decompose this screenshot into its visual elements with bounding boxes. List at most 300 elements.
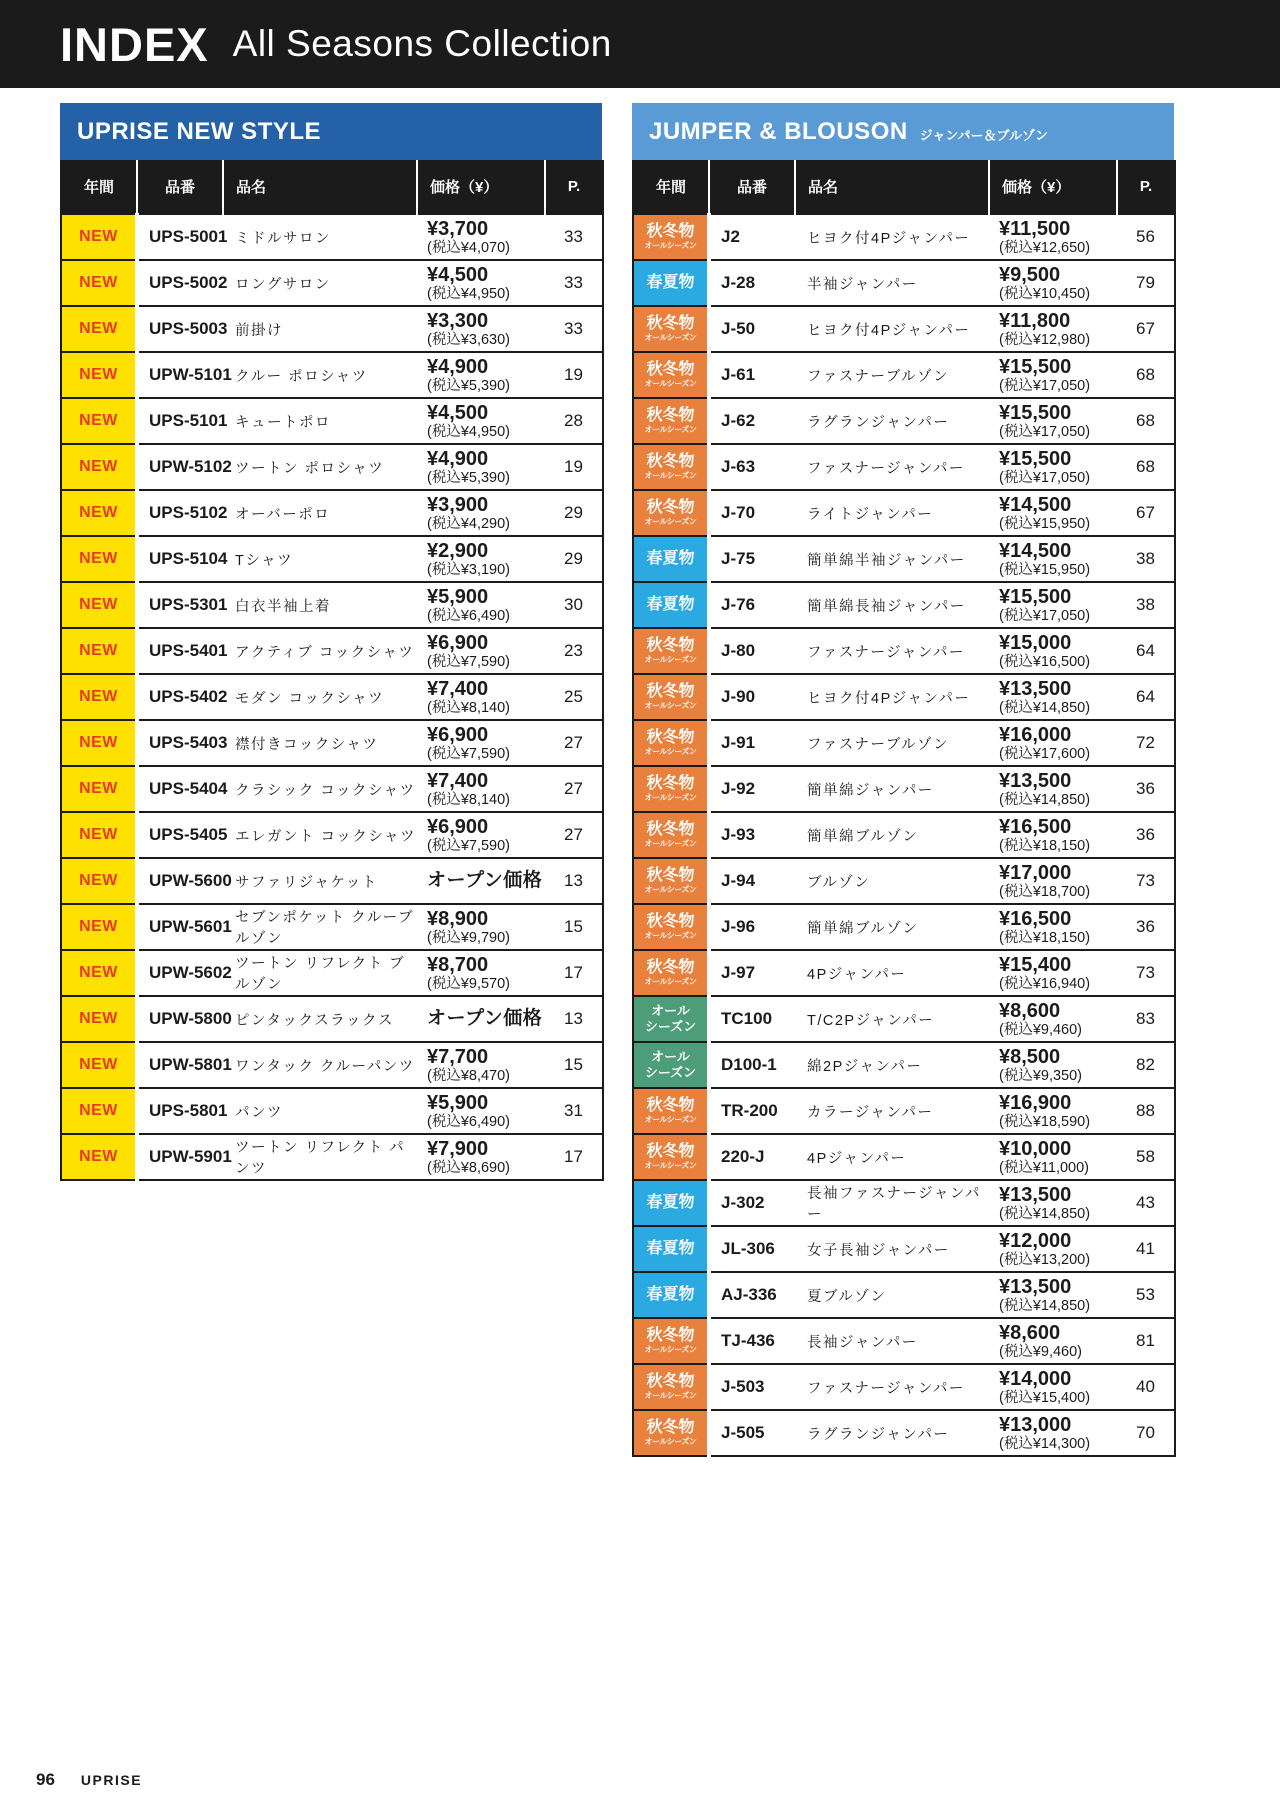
season-badge-sublabel: オールシーズン [644,1391,697,1401]
table-row [61,536,603,582]
price: ¥15,500 [999,355,1072,378]
product-name: パンツ [235,1104,283,1121]
price-cell [417,306,545,352]
price-cell [989,352,1117,398]
footer-page-number: 96 [36,1770,55,1789]
page-number: 88 [1136,1101,1155,1120]
season-badge-sublabel: オールシーズン [644,701,697,711]
season-badge [61,1134,137,1180]
price: ¥7,900 [427,1137,489,1160]
season-badge [633,444,709,490]
price: ¥15,500 [999,401,1072,424]
season-badge [633,1364,709,1410]
price-tax-included: (税込¥16,500) [999,654,1091,671]
table-row [61,260,603,306]
price-cell [989,444,1117,490]
table-row [633,1042,1175,1088]
price-tax-included: (税込¥14,850) [999,1206,1091,1223]
season-badge-label: 秋冬物 [646,1142,695,1160]
season-badge-label: 春夏物 [646,1285,695,1303]
price-tax-included: (税込¥14,850) [999,792,1091,809]
page-number: 29 [564,503,583,522]
season-badge-sublabel: オールシーズン [644,241,697,251]
table-row [633,444,1175,490]
price-cell [417,766,545,812]
product-code: J-93 [721,825,756,844]
price: ¥13,500 [999,1183,1072,1206]
page-number: 27 [564,825,583,844]
price: ¥14,500 [999,539,1072,562]
price-cell [417,674,545,720]
page-number: 67 [1136,503,1155,522]
season-badge [61,950,137,996]
page-number: 13 [564,1009,583,1028]
product-name: モダン コックシャツ [235,690,385,707]
season-badge [633,260,709,306]
product-name: 簡単綿ブルゾン [807,828,919,845]
season-badge-label: 秋冬物 [646,866,695,884]
price-tax-included: (税込¥16,940) [999,976,1091,993]
price-cell [417,996,545,1042]
page-number: 81 [1136,1331,1155,1350]
product-name: 簡単綿半袖ジャンパー [807,552,966,569]
product-code: UPS-5405 [149,825,228,844]
product-code: J-302 [721,1193,765,1212]
table-row [633,306,1175,352]
product-name: ラグランジャンパー [807,1426,950,1443]
price-cell [989,904,1117,950]
price-cell [989,1410,1117,1456]
season-badge-label: 秋冬物 [646,222,695,240]
price: ¥7,400 [427,677,489,700]
season-badge [61,398,137,444]
page-number: 27 [564,779,583,798]
price-cell [417,1088,545,1134]
season-badge-label: 秋冬物 [646,1372,695,1390]
index-tables [0,103,1280,1457]
price-tax-included: (税込¥5,390) [427,470,511,487]
season-badge [633,214,709,260]
price: ¥10,000 [999,1137,1072,1160]
table-row [61,950,603,996]
price-tax-included: (税込¥14,850) [999,1298,1091,1315]
page-number: 79 [1136,273,1155,292]
product-code: J-94 [721,871,756,890]
page-subtitle: All Seasons Collection [232,23,612,64]
price: ¥6,900 [427,631,489,654]
price-cell [989,214,1117,260]
price: ¥11,800 [999,309,1071,332]
season-badge [633,904,709,950]
product-code: J-61 [721,365,756,384]
price-tax-included: (税込¥18,590) [999,1114,1091,1131]
season-badge-label: 秋冬物 [646,958,695,976]
season-badge [61,490,137,536]
season-badge-label: 秋冬物 [646,1326,695,1344]
new-badge-label: NEW [79,734,118,751]
price-cell [989,260,1117,306]
product-name: ファスナージャンパー [807,460,965,477]
product-code: TJ-436 [721,1331,775,1350]
table-row [633,1180,1175,1226]
price-tax-included: (税込¥17,050) [999,378,1091,395]
price-tax-included: (税込¥15,950) [999,562,1091,579]
section-subtitle: ジャンパー＆ブルゾン [919,128,1048,143]
season-badge [61,306,137,352]
product-name: ファスナーブルゾン [807,736,950,753]
season-badge-sublabel: オールシーズン [644,425,697,435]
price-cell [989,1134,1117,1180]
product-name: セブンポケット クルーブルゾン [235,910,415,947]
season-badge-label: 春夏物 [646,595,695,613]
price-tax-included: (税込¥4,070) [427,240,511,257]
table-row [633,1364,1175,1410]
season-badge [61,812,137,858]
season-badge [61,1088,137,1134]
price-tax-included: (税込¥8,140) [427,700,511,717]
season-badge-sublabel: オールシーズン [644,931,697,941]
open-price-label: オープン価格 [427,870,543,892]
price: ¥15,500 [999,447,1072,470]
table-row [633,490,1175,536]
price-tax-included: (税込¥17,050) [999,424,1091,441]
season-badge [633,1318,709,1364]
product-code: UPS-5001 [149,227,228,246]
season-badge-sublabel: オールシーズン [644,1161,697,1171]
price-tax-included: (税込¥12,650) [999,240,1091,257]
season-badge [633,812,709,858]
table-row [633,812,1175,858]
price: ¥13,000 [999,1413,1072,1436]
season-badge-label: 秋冬物 [646,820,695,838]
page-number: 17 [564,963,583,982]
season-badge-label: 秋冬物 [646,774,695,792]
price: ¥13,500 [999,677,1072,700]
footer-brand: UPRISE [80,1772,143,1788]
season-badge-label: シーズン [644,1019,697,1034]
product-code: UPW-5800 [149,1009,232,1028]
product-code: UPW-5102 [149,457,232,476]
product-name: ミドルサロン [235,230,331,247]
price-cell [989,1088,1117,1134]
price-cell [417,444,545,490]
new-badge-label: NEW [79,1102,118,1119]
product-code: J2 [721,227,740,246]
price: ¥3,900 [427,493,489,516]
product-code: UPS-5101 [149,411,228,430]
price-tax-included: (税込¥6,490) [427,608,511,625]
table-row [61,812,603,858]
price-cell [989,996,1117,1042]
product-name: ファスナージャンパー [807,1380,965,1397]
price: ¥16,500 [999,907,1072,930]
price-cell [989,1272,1117,1318]
new-badge-label: NEW [79,596,118,613]
product-name: 4Pジャンパー [807,1150,907,1167]
page-number: 82 [1136,1055,1155,1074]
page-number: 31 [564,1101,583,1120]
season-badge-sublabel: オールシーズン [644,333,697,343]
table-row [61,996,603,1042]
price-tax-included: (税込¥17,050) [999,470,1091,487]
price: ¥5,900 [427,1091,489,1114]
jumper-blouson-table [632,160,1176,1457]
table-row [633,260,1175,306]
season-badge [61,720,137,766]
price-tax-included: (税込¥4,950) [427,286,511,303]
season-badge [633,1042,709,1088]
price-cell [417,352,545,398]
price-cell [417,536,545,582]
new-badge-label: NEW [79,1056,118,1073]
product-code: UPS-5002 [149,273,228,292]
product-name: ファスナージャンパー [807,644,965,661]
season-badge [633,582,709,628]
price-cell [989,628,1117,674]
product-code: UPW-5602 [149,963,232,982]
table-row [633,674,1175,720]
price-cell [417,398,545,444]
table-row [633,536,1175,582]
price-cell [989,490,1117,536]
price: ¥15,500 [999,585,1072,608]
season-badge-label: 秋冬物 [646,912,695,930]
season-badge [633,858,709,904]
page-number: 73 [1136,871,1155,890]
page-number: 33 [564,227,583,246]
price-cell [989,1042,1117,1088]
product-name: 簡単綿ブルゾン [807,920,919,937]
product-code: UPS-5402 [149,687,228,706]
product-name: 襟付きコックシャツ [235,736,379,753]
page-number: 70 [1136,1423,1155,1442]
product-code: JL-306 [721,1239,775,1258]
season-badge [633,1180,709,1226]
product-code: J-90 [721,687,756,706]
price-tax-included: (税込¥9,460) [999,1344,1083,1361]
table-row [61,674,603,720]
jumper-blouson-section [632,103,1174,1457]
product-code: UPW-5801 [149,1055,232,1074]
season-badge [633,306,709,352]
page-number: 41 [1136,1239,1155,1258]
page-number: 64 [1136,641,1155,660]
season-badge-label: 春夏物 [646,1239,695,1257]
season-badge [633,996,709,1042]
price-tax-included: (税込¥10,450) [999,286,1091,303]
price-tax-included: (税込¥5,390) [427,378,511,395]
price-tax-included: (税込¥18,150) [999,838,1091,855]
product-code: UPS-5104 [149,549,228,568]
col-header-page: P. [545,160,603,214]
price: ¥14,000 [999,1367,1072,1390]
season-badge [633,628,709,674]
table-row [633,398,1175,444]
new-badge-label: NEW [79,458,118,475]
price-cell [417,214,545,260]
price-tax-included: (税込¥14,300) [999,1436,1091,1453]
product-code: J-75 [721,549,756,568]
page-number: 38 [1136,549,1155,568]
season-badge-label: 春夏物 [646,273,695,291]
price: ¥7,400 [427,769,489,792]
product-code: J-503 [721,1377,765,1396]
page-number: 30 [564,595,583,614]
price-cell [989,536,1117,582]
table-row [633,1318,1175,1364]
price-cell [417,582,545,628]
product-name: カラージャンパー [807,1104,934,1121]
price: ¥3,300 [427,309,489,332]
page-number: 27 [564,733,583,752]
product-name: Tシャツ [235,552,294,569]
product-name: ロングサロン [235,276,331,293]
price: ¥16,000 [999,723,1072,746]
price: ¥5,900 [427,585,489,608]
col-header-page: P. [1117,160,1175,214]
season-badge-label: 春夏物 [646,549,695,567]
product-name: ライトジャンパー [807,506,934,523]
price: ¥16,900 [999,1091,1072,1114]
price: ¥11,500 [999,217,1071,240]
product-code: J-80 [721,641,756,660]
table-row [633,1410,1175,1456]
product-code: AJ-336 [721,1285,777,1304]
table-header-row [633,160,1175,214]
season-badge [61,766,137,812]
page-number: 19 [564,365,583,384]
price-tax-included: (税込¥7,590) [427,654,511,671]
page-footer [36,1770,142,1790]
price-cell [417,628,545,674]
price-tax-included: (税込¥15,950) [999,516,1091,533]
page-number: 53 [1136,1285,1155,1304]
price-tax-included: (税込¥9,570) [427,976,511,993]
season-badge-sublabel: オールシーズン [644,885,697,895]
price: ¥4,500 [427,401,489,424]
page-number: 17 [564,1147,583,1166]
new-badge-label: NEW [79,688,118,705]
price: ¥9,500 [999,263,1061,286]
price-tax-included: (税込¥18,700) [999,884,1091,901]
product-name: ツートン ポロシャツ [235,460,385,477]
table-row [61,1088,603,1134]
page-number: 33 [564,273,583,292]
product-name: ヒヨク付4Pジャンパー [807,230,971,247]
table-row [61,490,603,536]
product-code: J-62 [721,411,756,430]
product-code: J-28 [721,273,756,292]
product-code: J-76 [721,595,756,614]
page-number: 64 [1136,687,1155,706]
season-badge [633,766,709,812]
season-badge-label: 秋冬物 [646,682,695,700]
season-badge-label: シーズン [644,1065,697,1080]
page-header [0,0,1280,88]
table-row [633,766,1175,812]
product-name: 半袖ジャンパー [807,276,918,293]
page-number: 68 [1136,411,1155,430]
season-badge [61,582,137,628]
table-row [633,214,1175,260]
season-badge [633,1088,709,1134]
price: ¥8,600 [999,999,1061,1022]
price-cell [417,490,545,536]
page-number: 33 [564,319,583,338]
page-number: 40 [1136,1377,1155,1396]
uprise-new-style-table [60,160,604,1181]
product-name: ツートン リフレクト ブルゾン [235,956,406,993]
product-name: ブルゾン [807,874,871,891]
price: ¥8,500 [999,1045,1061,1068]
product-name: クルー ポロシャツ [235,368,368,385]
new-badge-label: NEW [79,412,118,429]
product-name: ファスナーブルゾン [807,368,950,385]
table-row [61,306,603,352]
season-badge [61,352,137,398]
page-number: 43 [1136,1193,1155,1212]
col-header-season: 年間 [633,160,709,214]
price-cell [989,674,1117,720]
product-name: クラシック コックシャツ [235,782,416,799]
product-name: 4Pジャンパー [807,966,907,983]
product-name: オーバーポロ [235,506,331,523]
season-badge-label: 春夏物 [646,1193,695,1211]
price-tax-included: (税込¥12,980) [999,332,1091,349]
price-tax-included: (税込¥8,470) [427,1068,511,1085]
season-badge-label: 秋冬物 [646,314,695,332]
price-tax-included: (税込¥8,140) [427,792,511,809]
price-tax-included: (税込¥14,850) [999,700,1091,717]
table-row [61,904,603,950]
table-row [61,720,603,766]
page-number: 83 [1136,1009,1155,1028]
product-name: 長袖ファスナージャンパー [807,1186,981,1223]
season-badge-sublabel: オールシーズン [644,1345,697,1355]
price-cell [989,858,1117,904]
price: ¥4,900 [427,447,489,470]
price-cell [989,720,1117,766]
price-cell [417,950,545,996]
product-code: J-63 [721,457,756,476]
table-row [61,766,603,812]
price: ¥6,900 [427,723,489,746]
price-cell [989,1364,1117,1410]
table-row [61,858,603,904]
season-badge-sublabel: オールシーズン [644,379,697,389]
product-name: 前掛け [235,322,283,339]
uprise-new-style-section [60,103,602,1181]
season-badge [633,536,709,582]
season-badge-label: 秋冬物 [646,452,695,470]
product-code: UPS-5404 [149,779,228,798]
season-badge [633,1226,709,1272]
season-badge [61,904,137,950]
price-tax-included: (税込¥4,290) [427,516,511,533]
season-badge-sublabel: オールシーズン [644,517,697,527]
open-price-label: オープン価格 [427,1008,543,1030]
product-code: J-96 [721,917,756,936]
price: ¥14,500 [999,493,1072,516]
page-number: 58 [1136,1147,1155,1166]
season-badge-label: 秋冬物 [646,728,695,746]
table-row [633,582,1175,628]
col-header-code: 品番 [137,160,223,214]
season-badge [61,858,137,904]
col-header-season: 年間 [61,160,137,214]
price-tax-included: (税込¥7,590) [427,838,511,855]
product-code: UPW-5600 [149,871,232,890]
